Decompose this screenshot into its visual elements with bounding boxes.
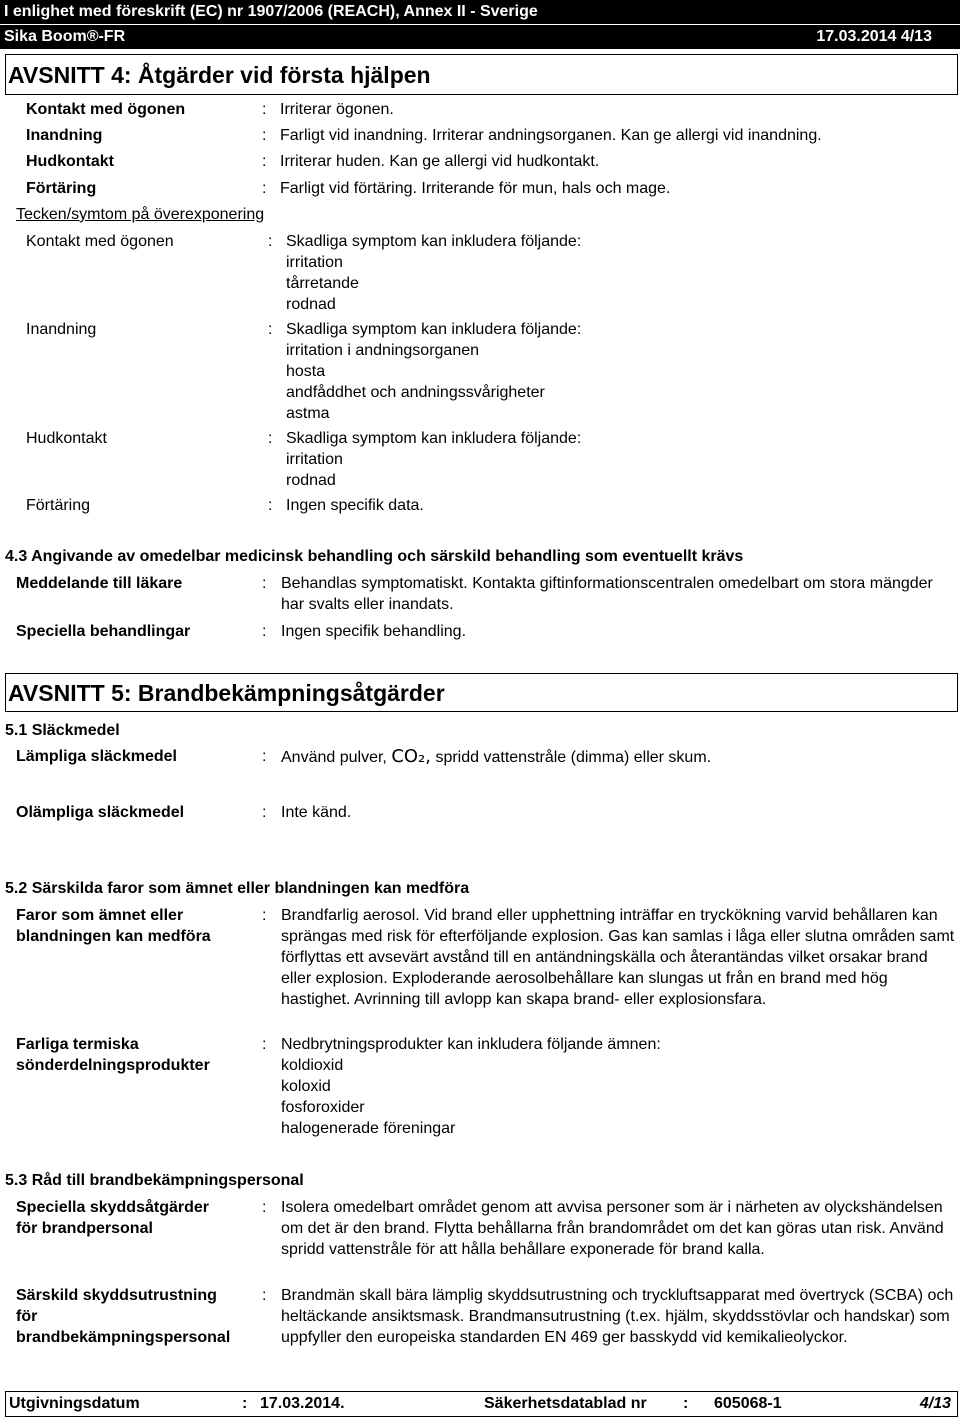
co2-formula: CO₂,	[391, 746, 431, 767]
special-treatment-value: Ingen specifik behandling.	[281, 623, 467, 640]
symptom-label-ingestion: Förtäring	[26, 497, 91, 514]
precautions-value: Isolera omedelbart området genom att avvisa personer som är i närheten av olyckshändelsen om det är den brand. Flytta behållarna från brandområdet om det kan göras utan risk. Använd spridd vattenstråle för att hålla behållare exponerade för brand kalla.	[281, 1199, 944, 1258]
colon: :	[683, 1395, 689, 1412]
sds-number-value: 605068-1	[714, 1395, 782, 1412]
symptom-line: Skadliga symptom kan inkludera följande:	[286, 321, 582, 338]
thermal-line: koldioxid	[281, 1057, 344, 1074]
colon: :	[268, 430, 273, 447]
colon: :	[268, 321, 273, 338]
page-footer	[5, 1391, 958, 1417]
section4-title: AVSNITT 4: Åtgärder vid första hjälpen	[5, 54, 958, 95]
symptom-label-inhalation: Inandning	[26, 321, 97, 338]
colon: :	[262, 804, 267, 821]
symptom-line: Skadliga symptom kan inkludera följande:	[286, 233, 582, 250]
subsection-51-heading: 5.1 Släckmedel	[5, 722, 120, 739]
issue-date-value: 17.03.2014.	[260, 1395, 345, 1412]
document-header: I enlighet med föreskrift (EC) nr 1907/2006 (REACH), Annex II - Sverige	[0, 0, 960, 24]
symptom-line: tårretande	[286, 275, 359, 292]
symptom-line: rodnad	[286, 296, 336, 313]
symptom-label-skin: Hudkontakt	[26, 430, 107, 447]
thermal-line: koloxid	[281, 1078, 331, 1095]
colon: :	[262, 180, 267, 197]
route-value-inhalation: Farligt vid inandning. Irriterar andningsorganen. Kan ge allergi vid inandning.	[280, 127, 822, 144]
unsuitable-media-label: Olämpliga släckmedel	[16, 804, 185, 821]
symptom-line: irritation	[286, 451, 343, 468]
subsection-53-heading: 5.3 Råd till brandbekämpningspersonal	[5, 1172, 304, 1189]
route-label-skin: Hudkontakt	[26, 153, 114, 170]
colon: :	[268, 497, 273, 514]
route-label-eyes: Kontakt med ögonen	[26, 101, 186, 118]
issue-date-label: Utgivningsdatum	[9, 1395, 140, 1412]
colon: :	[262, 623, 267, 640]
symptom-line: astma	[286, 405, 330, 422]
precautions-label: för brandpersonal	[16, 1220, 153, 1237]
thermal-products-label: Farliga termiska	[16, 1036, 139, 1053]
symptom-line: Ingen specifik data.	[286, 497, 424, 514]
colon: :	[262, 101, 267, 118]
date-page: 17.03.2014 4/13	[816, 28, 932, 45]
suitable-media-label: Lämpliga släckmedel	[16, 748, 177, 765]
route-value-ingestion: Farligt vid förtäring. Irriterande för mun, hals och mage.	[280, 180, 671, 197]
colon: :	[262, 575, 267, 592]
route-label-inhalation: Inandning	[26, 127, 103, 144]
colon: :	[262, 127, 267, 144]
symptom-line: hosta	[286, 363, 326, 380]
colon: :	[262, 748, 267, 765]
colon: :	[268, 233, 273, 250]
colon: :	[262, 1199, 267, 1216]
thermal-products-label: sönderdelningsprodukter	[16, 1057, 210, 1074]
route-value-skin: Irriterar huden. Kan ge allergi vid hudkontakt.	[280, 153, 600, 170]
equipment-label: Särskild skyddsutrustning	[16, 1287, 217, 1304]
precautions-label: Speciella skyddsåtgärder	[16, 1199, 209, 1216]
symptom-line: Skadliga symptom kan inkludera följande:	[286, 430, 582, 447]
suitable-media-post: spridd vattenstråle (dimma) eller skum.	[435, 749, 712, 766]
subsection-43-heading: 4.3 Angivande av omedelbar medicinsk behandling och särskild behandling som eventuellt krävs	[5, 548, 744, 565]
route-label-ingestion: Förtäring	[26, 180, 97, 197]
route-value-eyes: Irriterar ögonen.	[280, 101, 394, 118]
hazards-label: Faror som ämnet eller	[16, 907, 184, 924]
page-number: 4/13	[919, 1395, 951, 1412]
thermal-line: Nedbrytningsprodukter kan inkludera följande ämnen:	[281, 1036, 661, 1053]
colon: :	[262, 1287, 267, 1304]
doctor-note-value: Behandlas symptomatiskt. Kontakta giftinformationscentralen omedelbart om stora mängder har svalts eller inandats.	[281, 575, 933, 613]
colon: :	[262, 1036, 267, 1053]
hazards-value: Brandfarlig aerosol. Vid brand eller upphettning inträffar en tryckökning varvid behållaren kan sprängas med risk för efterföljande explosion. Gas kan samlas i låga eller slutna områden samt förflyttas ett avsevärt avstånd till en antändningskälla och återantändas vilket orsakar brand eller explosion. Exploderande aerosolbehållare kan slungas ut från en brand med hög hastighet. Avrinning till avlopp kan skapa brand- eller explosionsfara.	[281, 907, 955, 1008]
symptom-line: andfåddhet och andningssvårigheter	[286, 384, 545, 401]
colon: :	[242, 1395, 248, 1412]
symptom-line: irritation	[286, 254, 343, 271]
section5-title: AVSNITT 5: Brandbekämpningsåtgärder	[5, 673, 958, 712]
colon: :	[262, 153, 267, 170]
symptoms-heading: Tecken/symtom på överexponering	[16, 206, 265, 223]
subsection-52-heading: 5.2 Särskilda faror som ämnet eller blandningen kan medföra	[5, 880, 470, 897]
equipment-label: brandbekämpningspersonal	[16, 1329, 231, 1346]
equipment-label: för	[16, 1308, 38, 1325]
hazards-label: blandningen kan medföra	[16, 928, 211, 945]
product-header	[0, 25, 960, 49]
equipment-value: Brandmän skall bära lämplig skyddsutrustning och tryckluftsapparat med övertryck (SCBA) och heltäckande ansiktsmask. Brandmansutrustning (t.ex. hjälm, skyddsstövlar och handskar) som uppfyller den europeiska standarden EN 469 ger basskydd vid kemikalieolyckor.	[281, 1287, 954, 1346]
thermal-line: fosforoxider	[281, 1099, 365, 1116]
colon: :	[262, 907, 267, 924]
doctor-note-label: Meddelande till läkare	[16, 575, 183, 592]
symptom-line: irritation i andningsorganen	[286, 342, 480, 359]
product-name: Sika Boom®-FR	[4, 28, 126, 45]
symptom-line: rodnad	[286, 472, 336, 489]
symptom-label-eyes: Kontakt med ögonen	[26, 233, 174, 250]
special-treatment-label: Speciella behandlingar	[16, 623, 191, 640]
suitable-media-pre: Använd pulver,	[281, 749, 387, 766]
thermal-line: halogenerade föreningar	[281, 1120, 456, 1137]
suitable-media-value	[281, 746, 711, 768]
sds-number-label: Säkerhetsdatablad nr	[484, 1395, 647, 1412]
unsuitable-media-value: Inte känd.	[281, 804, 352, 821]
